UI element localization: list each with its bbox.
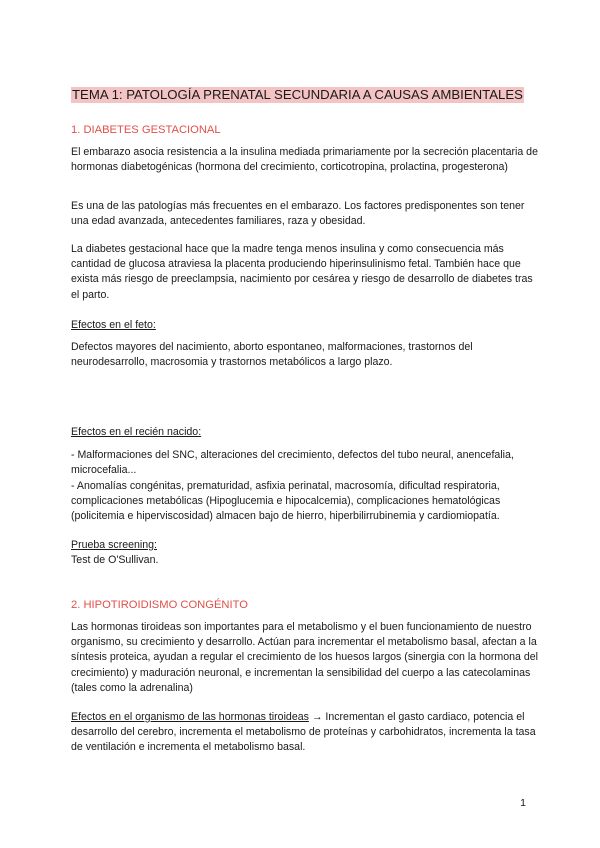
label-efectos-feto: Efectos en el feto: — [71, 319, 156, 331]
label-efectos-recien-nacido: Efectos en el recién nacido: — [71, 426, 202, 438]
text-efectos-feto: Defectos mayores del nacimiento, aborto espontaneo, malformaciones, trastornos del neurodesarrollo, macrosomia y trastornos metabólicos a largo plazo. — [71, 341, 473, 369]
page-number: 1 — [520, 797, 526, 809]
label-prueba-screening: Prueba screening: — [71, 539, 157, 551]
paragraph-diabetes-3: La diabetes gestacional hace que la madre tenga menos insulina y como consecuencia más cantidad de glucosa atraviesa la placenta produciendo hiperinsulinismo fetal. También hace que exista más riesgo de preeclampsia, nacimiento por cesárea y riesgo de desarrollo de diabetes tras el parto. — [71, 243, 533, 301]
paragraph-diabetes-1: El embarazo asocia resistencia a la insulina mediada primariamente por la secreción placentaria de hormonas diabetogénicas (hormona del crecimiento, corticotropina, prolactina, progesterona) — [71, 146, 538, 174]
section-heading-hipotiroidismo: 2. HIPOTIROIDISMO CONGÉNITO — [71, 599, 248, 611]
paragraph-diabetes-2: Es una de las patologías más frecuentes en el embarazo. Los factores predisponentes son tener una edad avanzada, antecedentes familiares, raza y obesidad. — [71, 200, 525, 228]
paragraph-hipotiroidismo-2 — [71, 710, 541, 756]
list-item-recien-nacido-1: - Malformaciones del SNC, alteraciones del crecimiento, defectos del tubo neural, anencefalia, microcefalia... — [71, 449, 514, 477]
text-efectos-hormonas: → Incrementan el gasto cardiaco, potencia el desarrollo del cerebro, incrementa el metabolismo de proteínas y carbohidratos, incrementa la tasa de ventilación e incrementa el metabolismo basal. — [71, 711, 536, 754]
list-item-recien-nacido-2: - Anomalías congénitas, prematuridad, asfixia perinatal, macrosomía, dificultad respiratoria, complicaciones metabólicas (Hipoglucemia e hipocalcemia), complicaciones hematológicas (policitemia e hiperviscosidad) almacen bajo de hierro, hiperbilirrubinemia y cardiomiopatía. — [71, 480, 501, 523]
page-title: TEMA 1: PATOLOGÍA PRENATAL SECUNDARIA A CAUSAS AMBIENTALES — [72, 87, 523, 102]
paragraph-hipotiroidismo-1: Las hormonas tiroideas son importantes para el metabolismo y el buen funcionamiento de nuestro organismo, su crecimiento y desarrollo. Actúan para incrementar el metabolismo basal, afectan a la síntesis proteica, ayudan a regular el crecimiento de los huesos largos (sinergia con la hormona del crecimiento) y maduración neuronal, e incrementan la sensibilidad del cuerpo a las catecolaminas (tales como la adrenalina) — [71, 621, 538, 694]
label-efectos-hormonas: Efectos en el organismo de las hormonas tiroideas — [71, 711, 309, 723]
section-heading-diabetes: 1. DIABETES GESTACIONAL — [71, 124, 221, 136]
text-prueba-screening: Test de O'Sullivan. — [71, 554, 159, 566]
